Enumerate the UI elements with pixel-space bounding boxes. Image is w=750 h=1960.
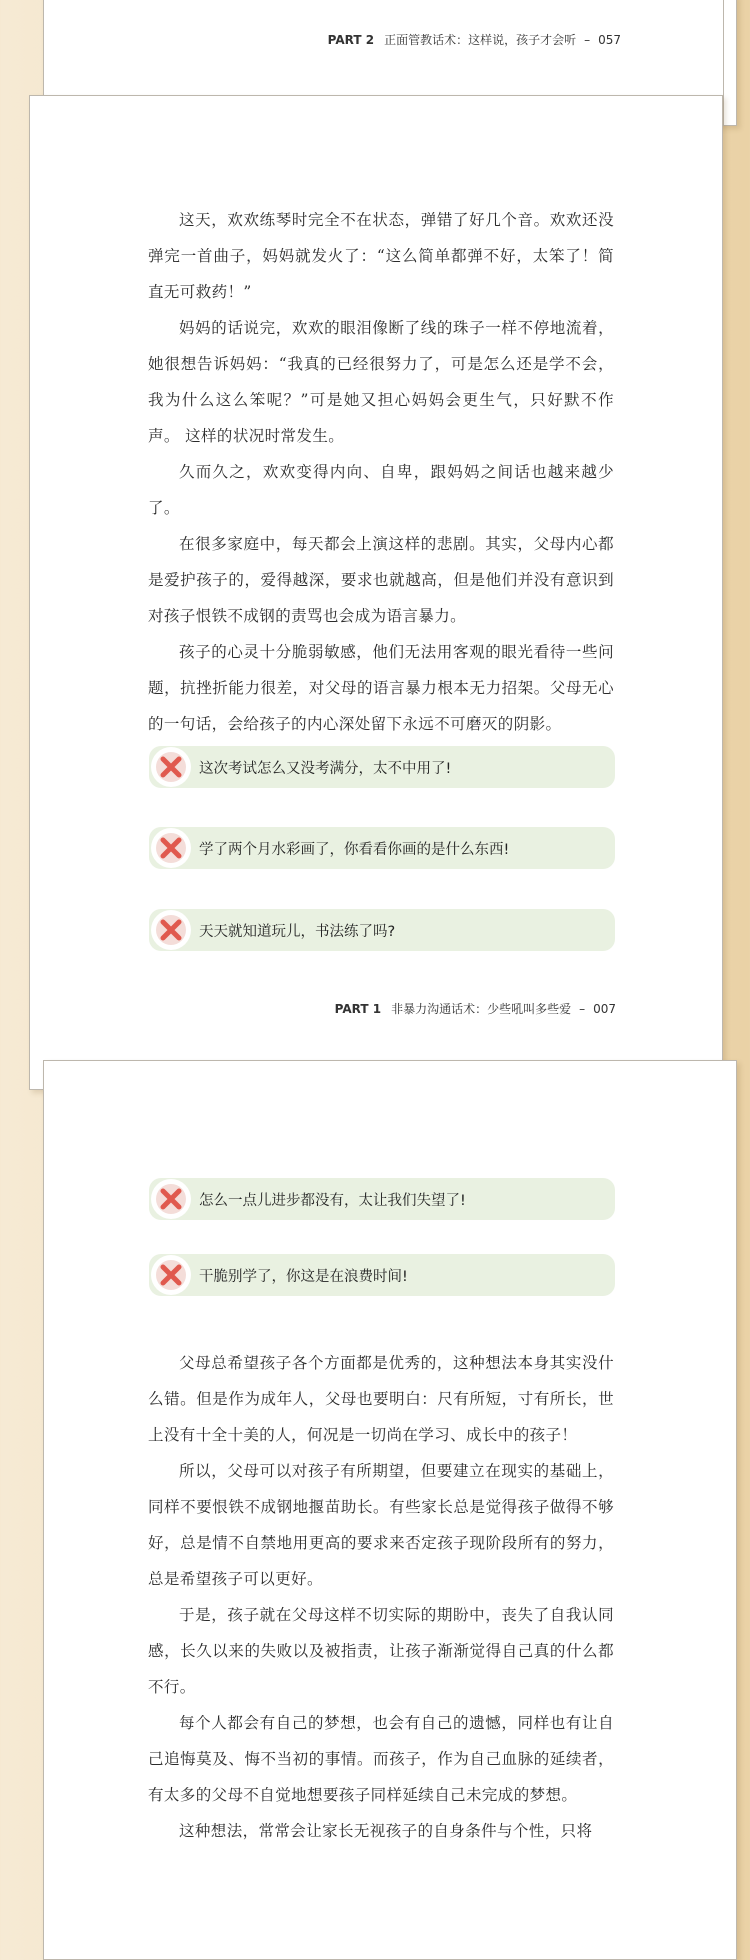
x-mark-icon xyxy=(151,828,191,868)
paragraph: 在很多家庭中，每天都会上演这样的悲剧。其实，父母内心都是爱护孩子的，爱得越深，要求也就越高，但是他们并没有意识到对孩子恨铁不成钢的责骂也会成为语言暴力。 xyxy=(148,535,614,625)
bottom-body-text xyxy=(148,1345,614,1849)
footer-part: PART 2 xyxy=(327,33,375,47)
footer-title: 非暴力沟通话术：少些吼叫多些爱 xyxy=(391,1002,572,1016)
footer-title: 正面管教话术：这样说，孩子才会听 xyxy=(384,33,577,47)
example-bubble xyxy=(149,1254,615,1296)
page-edge-strip xyxy=(723,0,737,126)
book-page-bottom xyxy=(43,1060,737,1960)
footer-part: PART 1 xyxy=(334,1002,382,1016)
mid-body-text xyxy=(148,202,614,742)
paragraph: 每个人都会有自己的梦想，也会有自己的遗憾，同样也有让自己追悔莫及、悔不当初的事情。而孩子，作为自己血脉的延续者，有太多的父母不自觉地想要孩子同样延续自己未完成的梦想。 xyxy=(148,1714,614,1804)
x-mark-icon xyxy=(151,1179,191,1219)
paragraph: 孩子的心灵十分脆弱敏感，他们无法用客观的眼光看待一些问题，抗挫折能力很差，对父母的语言暴力根本无力招架。父母无心的一句话，会给孩子的内心深处留下永远不可磨灭的阴影。 xyxy=(148,643,614,733)
bubble-text: 干脆别学了，你这是在浪费时间! xyxy=(199,1268,408,1285)
book-page-middle xyxy=(29,95,723,1090)
paragraph: 妈妈的话说完，欢欢的眼泪像断了线的珠子一样不停地流着，她很想告诉妈妈：“我真的已经很努力了，可是怎么还是学不会，我为什么这么笨呢？”可是她又担心妈妈会更生气，只好默不作声。 这样的状况时常发生。 xyxy=(148,319,614,445)
x-mark-icon xyxy=(151,1255,191,1295)
bubble-text: 学了两个月水彩画了，你看看你画的是什么东西! xyxy=(199,841,510,858)
bubble-text: 怎么一点儿进步都没有，太让我们失望了! xyxy=(199,1192,466,1209)
paragraph: 这种想法，常常会让家长无视孩子的自身条件与个性，只将 xyxy=(179,1822,593,1840)
page-footer-top: PART 2 正面管教话术：这样说，孩子才会听 – 057 xyxy=(327,33,621,47)
paragraph: 所以，父母可以对孩子有所期望，但要建立在现实的基础上，同样不要恨铁不成钢地揠苗助长。有些家长总是觉得孩子做得不够好，总是情不自禁地用更高的要求来否定孩子现阶段所有的努力，总是希望孩子可以更好。 xyxy=(148,1462,614,1588)
bubble-text: 这次考试怎么又没考满分，太不中用了! xyxy=(199,760,452,777)
example-bubble xyxy=(149,909,615,951)
paragraph: 于是，孩子就在父母这样不切实际的期盼中，丧失了自我认同感，长久以来的失败以及被指责，让孩子渐渐觉得自己真的什么都不行。 xyxy=(148,1606,614,1696)
bubble-text: 天天就知道玩儿，书法练了吗? xyxy=(199,923,396,940)
page-footer-middle: PART 1 非暴力沟通话术：少些吼叫多些爱 – 007 xyxy=(334,1002,616,1016)
example-bubble xyxy=(149,1178,615,1220)
example-bubble xyxy=(149,746,615,788)
paragraph: 久而久之，欢欢变得内向、自卑，跟妈妈之间话也越来越少了。 xyxy=(148,463,614,517)
paragraph: 父母总希望孩子各个方面都是优秀的，这种想法本身其实没什么错。但是作为成年人，父母也要明白：尺有所短，寸有所长，世上没有十全十美的人，何况是一切尚在学习、成长中的孩子！ xyxy=(148,1354,614,1444)
x-mark-icon xyxy=(151,747,191,787)
example-bubble xyxy=(149,827,615,869)
footer-page-number: 007 xyxy=(593,1002,616,1016)
footer-page-number: 057 xyxy=(598,33,621,47)
paragraph: 这天，欢欢练琴时完全不在状态，弹错了好几个音。欢欢还没弹完一首曲子，妈妈就发火了：“这么简单都弹不好，太笨了！简直无可救药！” xyxy=(148,211,614,301)
x-mark-icon xyxy=(151,910,191,950)
